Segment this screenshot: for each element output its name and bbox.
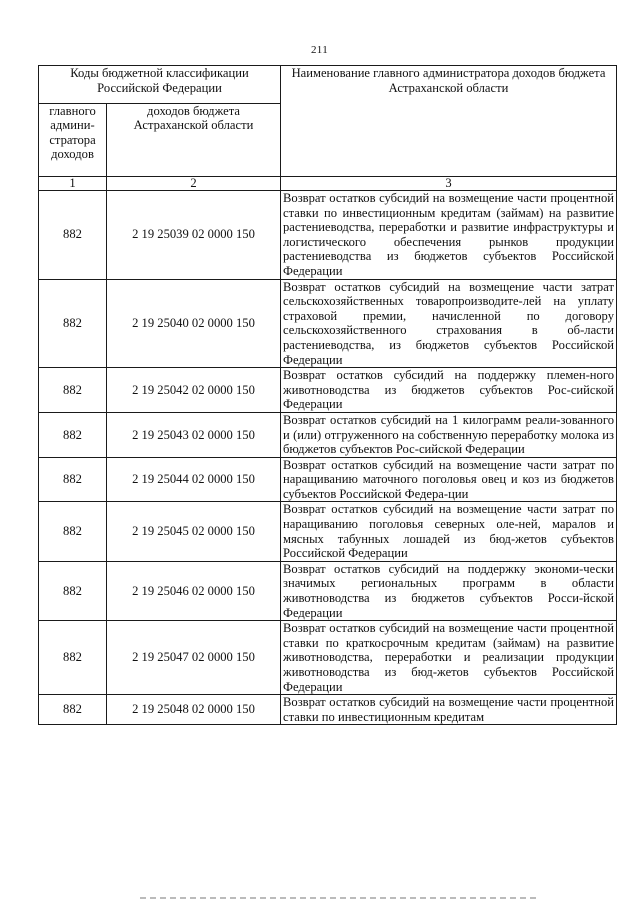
page-number: 211: [311, 44, 328, 56]
description-cell: Возврат остатков субсидий на поддержку экономи-чески значимых региональных программ в области животноводства из бюджетов субъектов Росси-йской Федерации: [281, 561, 617, 620]
column-number-2: 2: [107, 177, 281, 191]
admin-code-cell: 882: [39, 695, 107, 725]
admin-code-cell: 882: [39, 368, 107, 413]
admin-code-cell: 882: [39, 502, 107, 561]
table-row: [39, 621, 617, 695]
admin-code-cell: 882: [39, 191, 107, 280]
table-row: [39, 695, 617, 725]
scan-edge-artifact: [140, 897, 540, 899]
table-row: [39, 412, 617, 457]
header-codes-group: Коды бюджетной классификации Российской Федерации: [39, 66, 281, 104]
column-number-1: 1: [39, 177, 107, 191]
description-cell: Возврат остатков субсидий на возмещение части процентной ставки по инвестиционным кредитам: [281, 695, 617, 725]
description-cell: Возврат остатков субсидий на возмещение части процентной ставки по инвестиционным кредитам (займам) на развитие растениеводства, переработки и развитие инфраструктуры и логистического обеспечения рынков продукции растениеводства из бюджетов субъектов Российской Федерации: [281, 191, 617, 280]
income-code-cell: 2 19 25045 02 0000 150: [107, 502, 281, 561]
description-cell: Возврат остатков субсидий на 1 килограмм реали-зованного и (или) отгруженного на собственную переработку молока из бюджетов субъектов Рос-сийской Федерации: [281, 412, 617, 457]
table-row: [39, 279, 617, 368]
description-cell: Возврат остатков субсидий на возмещение части процентной ставки по краткосрочным кредитам (займам) на развитие животноводства, переработки и реализации продукции животноводства из бюд-жетов субъектов Российской Федерации: [281, 621, 617, 695]
table-row: [39, 191, 617, 280]
admin-code-cell: 882: [39, 561, 107, 620]
table-row: [39, 368, 617, 413]
income-code-cell: 2 19 25047 02 0000 150: [107, 621, 281, 695]
table-row: [39, 561, 617, 620]
income-code-cell: 2 19 25044 02 0000 150: [107, 457, 281, 502]
description-cell: Возврат остатков субсидий на возмещение части затрат по наращиванию поголовья северных оле-ней, маралов и мясных табунных лошадей из бюд-жетов субъектов Российской Федерации: [281, 502, 617, 561]
table-row: [39, 502, 617, 561]
admin-code-cell: 882: [39, 621, 107, 695]
admin-code-cell: 882: [39, 279, 107, 368]
admin-code-cell: 882: [39, 457, 107, 502]
admin-code-cell: 882: [39, 412, 107, 457]
description-cell: Возврат остатков субсидий на поддержку племен-ного животноводства из бюджетов субъектов Рос-сийской Федерации: [281, 368, 617, 413]
income-code-cell: 2 19 25040 02 0000 150: [107, 279, 281, 368]
header-row-1: [39, 66, 617, 104]
budget-classification-table: [38, 65, 617, 725]
income-code-cell: 2 19 25048 02 0000 150: [107, 695, 281, 725]
header-admin-name: Наименование главного администратора доходов бюджета Астраханской области: [281, 66, 617, 177]
description-cell: Возврат остатков субсидий на возмещение части затрат сельскохозяйственных товаропроизводите-лей на уплату страховой премии, начисленной по договору сельскохозяйственного страхования в об-ласти растениеводства, из бюджетов субъектов Российской Федерации: [281, 279, 617, 368]
column-number-row: [39, 177, 617, 191]
income-code-cell: 2 19 25046 02 0000 150: [107, 561, 281, 620]
income-code-cell: 2 19 25043 02 0000 150: [107, 412, 281, 457]
description-cell: Возврат остатков субсидий на возмещение части затрат по наращиванию маточного поголовья овец и коз из бюджетов субъектов Российской Федера-ции: [281, 457, 617, 502]
header-admin-code: главного админи-стратора доходов: [39, 104, 107, 177]
header-income-code: доходов бюджета Астраханской области: [107, 104, 281, 177]
income-code-cell: 2 19 25039 02 0000 150: [107, 191, 281, 280]
column-number-3: 3: [281, 177, 617, 191]
income-code-cell: 2 19 25042 02 0000 150: [107, 368, 281, 413]
table-row: [39, 457, 617, 502]
